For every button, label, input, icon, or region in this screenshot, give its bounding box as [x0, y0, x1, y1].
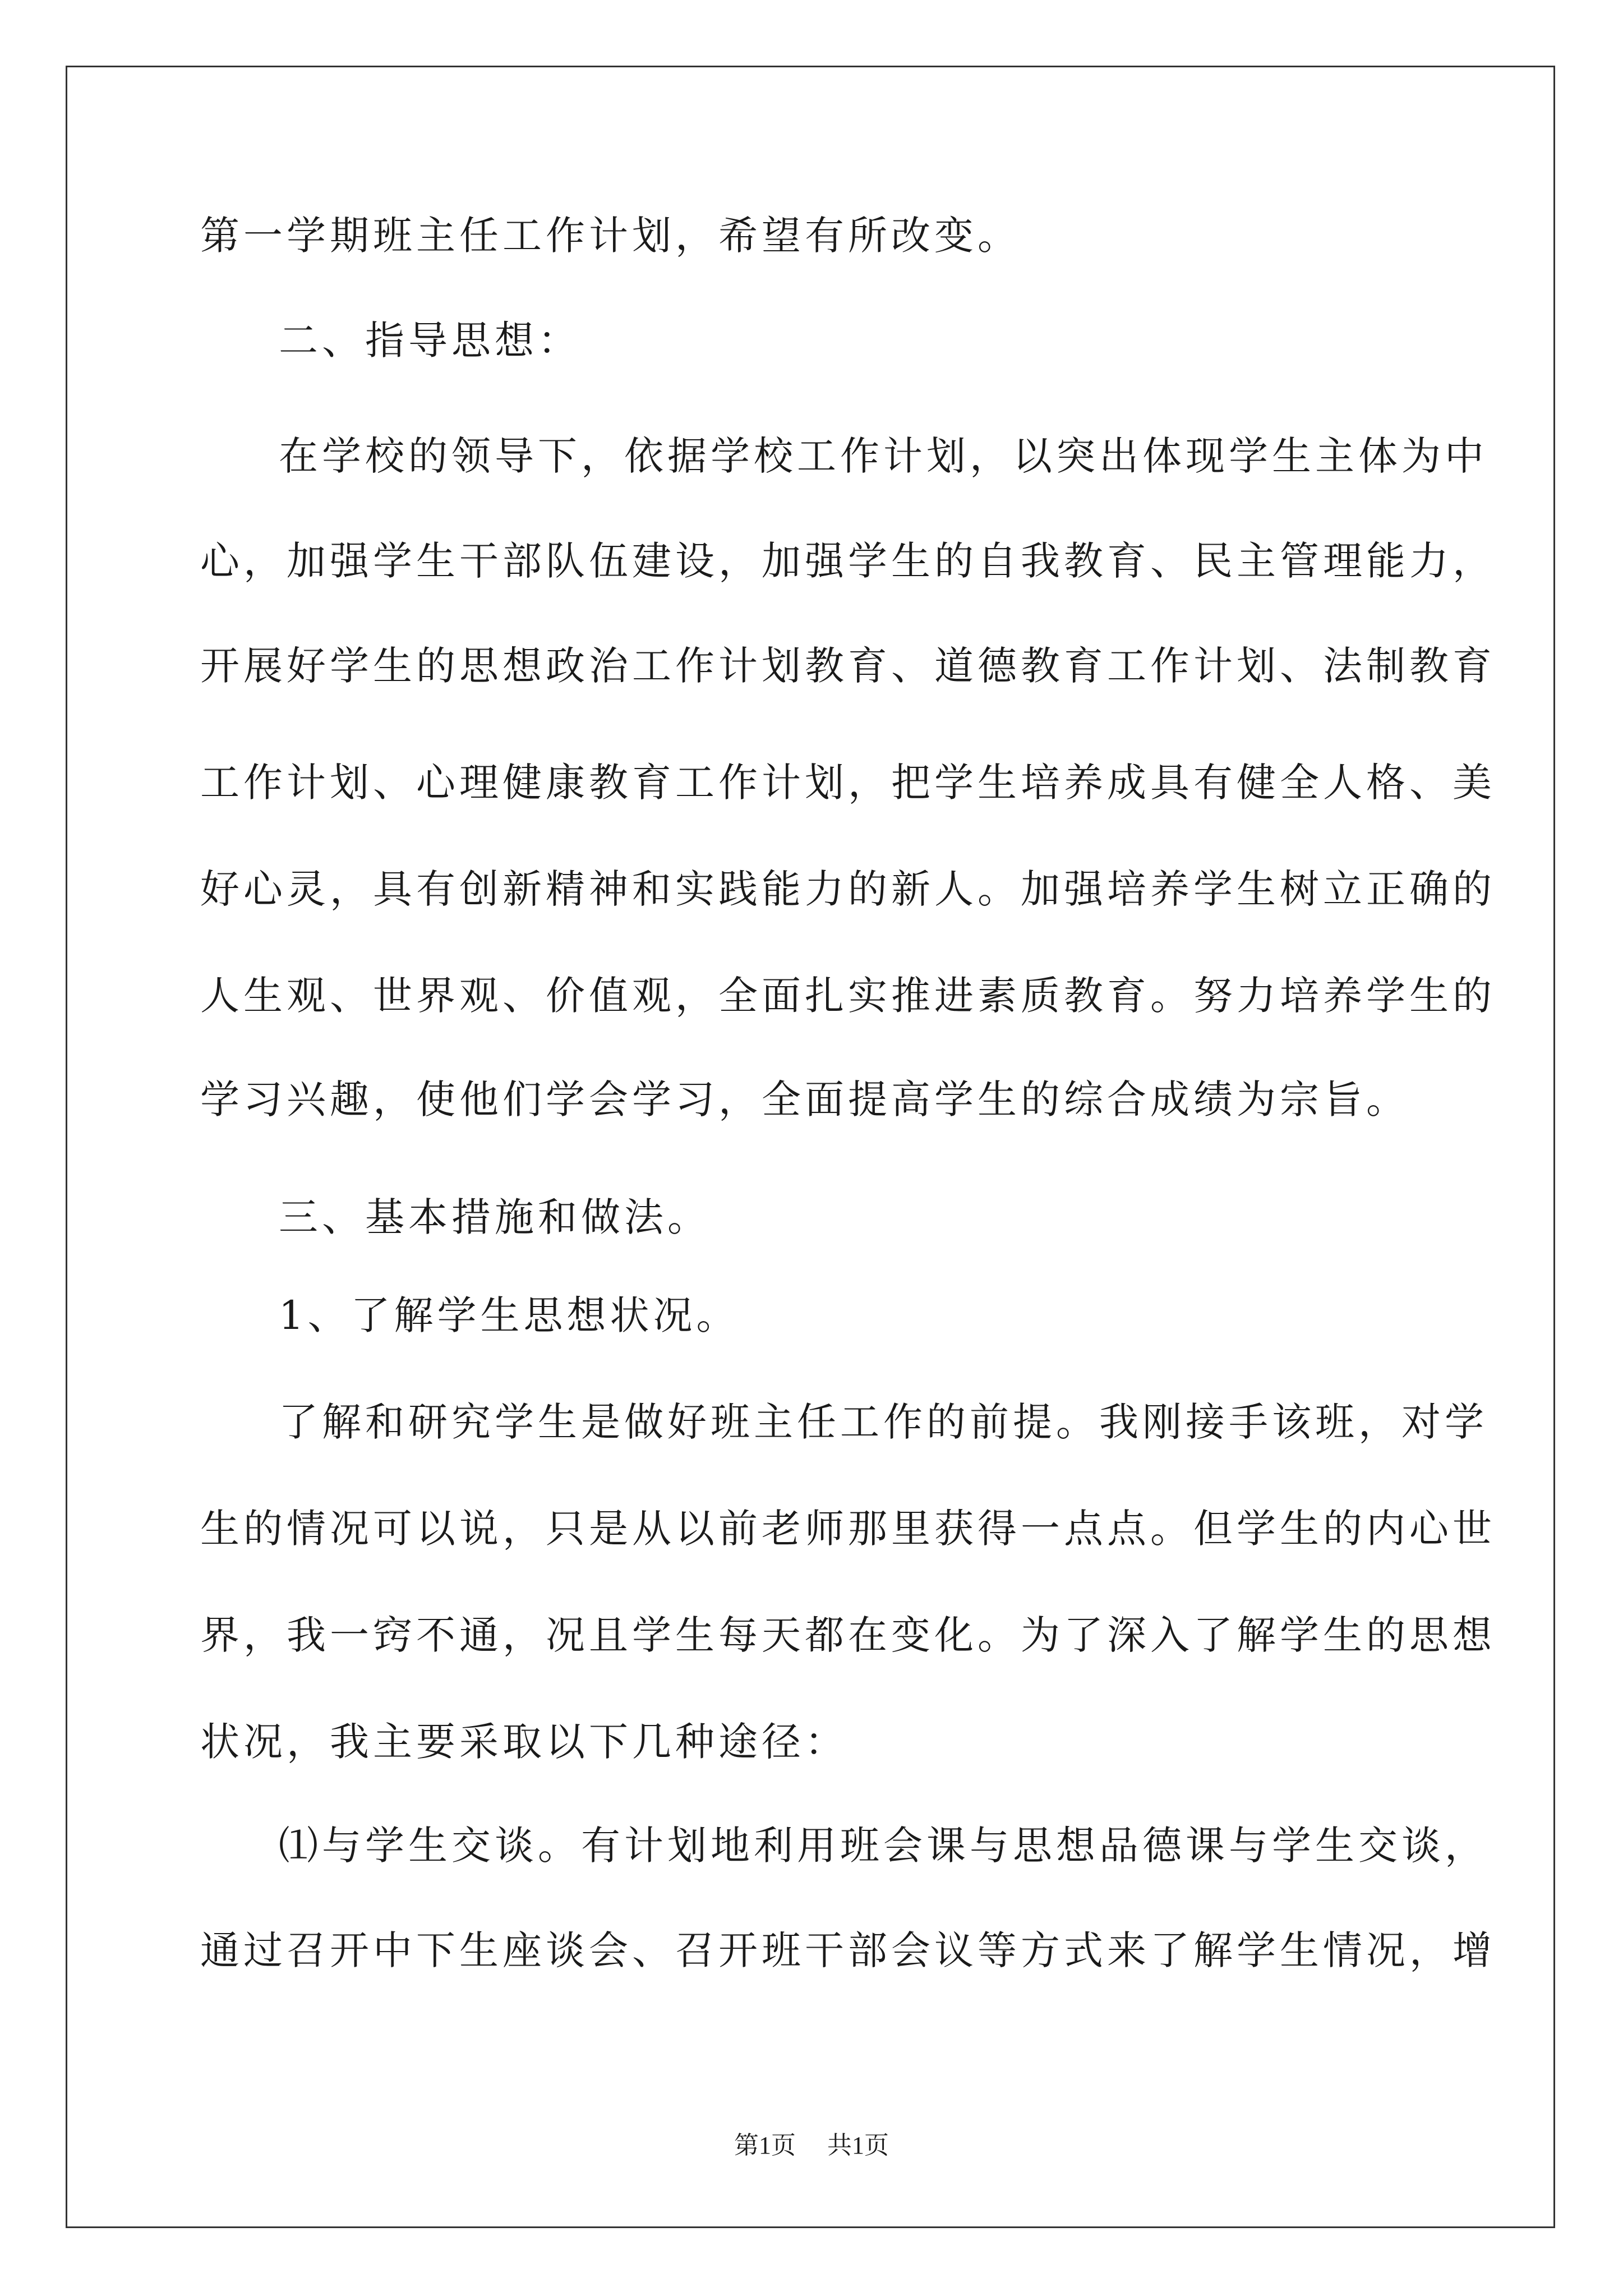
section-heading: 三、基本措施和做法。: [279, 1194, 711, 1240]
text-line: ⑴与学生交谈。有计划地利用班会课与思想品德课与学生交谈，: [279, 1823, 1488, 1869]
section-heading: 二、指导思想：: [279, 318, 581, 364]
text-line: 第一学期班主任工作计划，希望有所改变。: [200, 213, 1021, 259]
text-line: 好心灵，具有创新精神和实践能力的新人。加强培养学生树立正确的: [200, 866, 1496, 912]
page-border: [66, 66, 1555, 2228]
page-footer: [0, 2129, 1623, 2162]
page-number: 第1页: [734, 2132, 796, 2159]
sub-heading: 1、了解学生思想状况。: [279, 1292, 740, 1338]
text-line: 心，加强学生干部队伍建设，加强学生的自我教育、民主管理能力，: [200, 538, 1496, 584]
text-line: 了解和研究学生是做好班主任工作的前提。我刚接手该班，对学: [279, 1399, 1488, 1445]
text-line: 状况，我主要采取以下几种途径：: [200, 1719, 848, 1765]
text-line: 生的情况可以说，只是从以前老师那里获得一点点。但学生的内心世: [200, 1506, 1496, 1552]
text-line: 人生观、世界观、价值观，全面扎实推进素质教育。努力培养学生的: [200, 973, 1496, 1019]
text-line: 工作计划、心理健康教育工作计划，把学生培养成具有健全人格、美: [200, 760, 1496, 806]
page-total: 共1页: [827, 2132, 889, 2159]
text-line: 通过召开中下生座谈会、召开班干部会议等方式来了解学生情况，增: [200, 1927, 1496, 1973]
text-line: 在学校的领导下，依据学校工作计划，以突出体现学生主体为中: [279, 433, 1488, 479]
text-line: 学习兴趣，使他们学会学习，全面提高学生的综合成绩为宗旨。: [200, 1076, 1409, 1122]
text-line: 开展好学生的思想政治工作计划教育、道德教育工作计划、法制教育: [200, 643, 1496, 689]
text-line: 界，我一窍不通，况且学生每天都在变化。为了深入了解学生的思想: [200, 1612, 1496, 1658]
